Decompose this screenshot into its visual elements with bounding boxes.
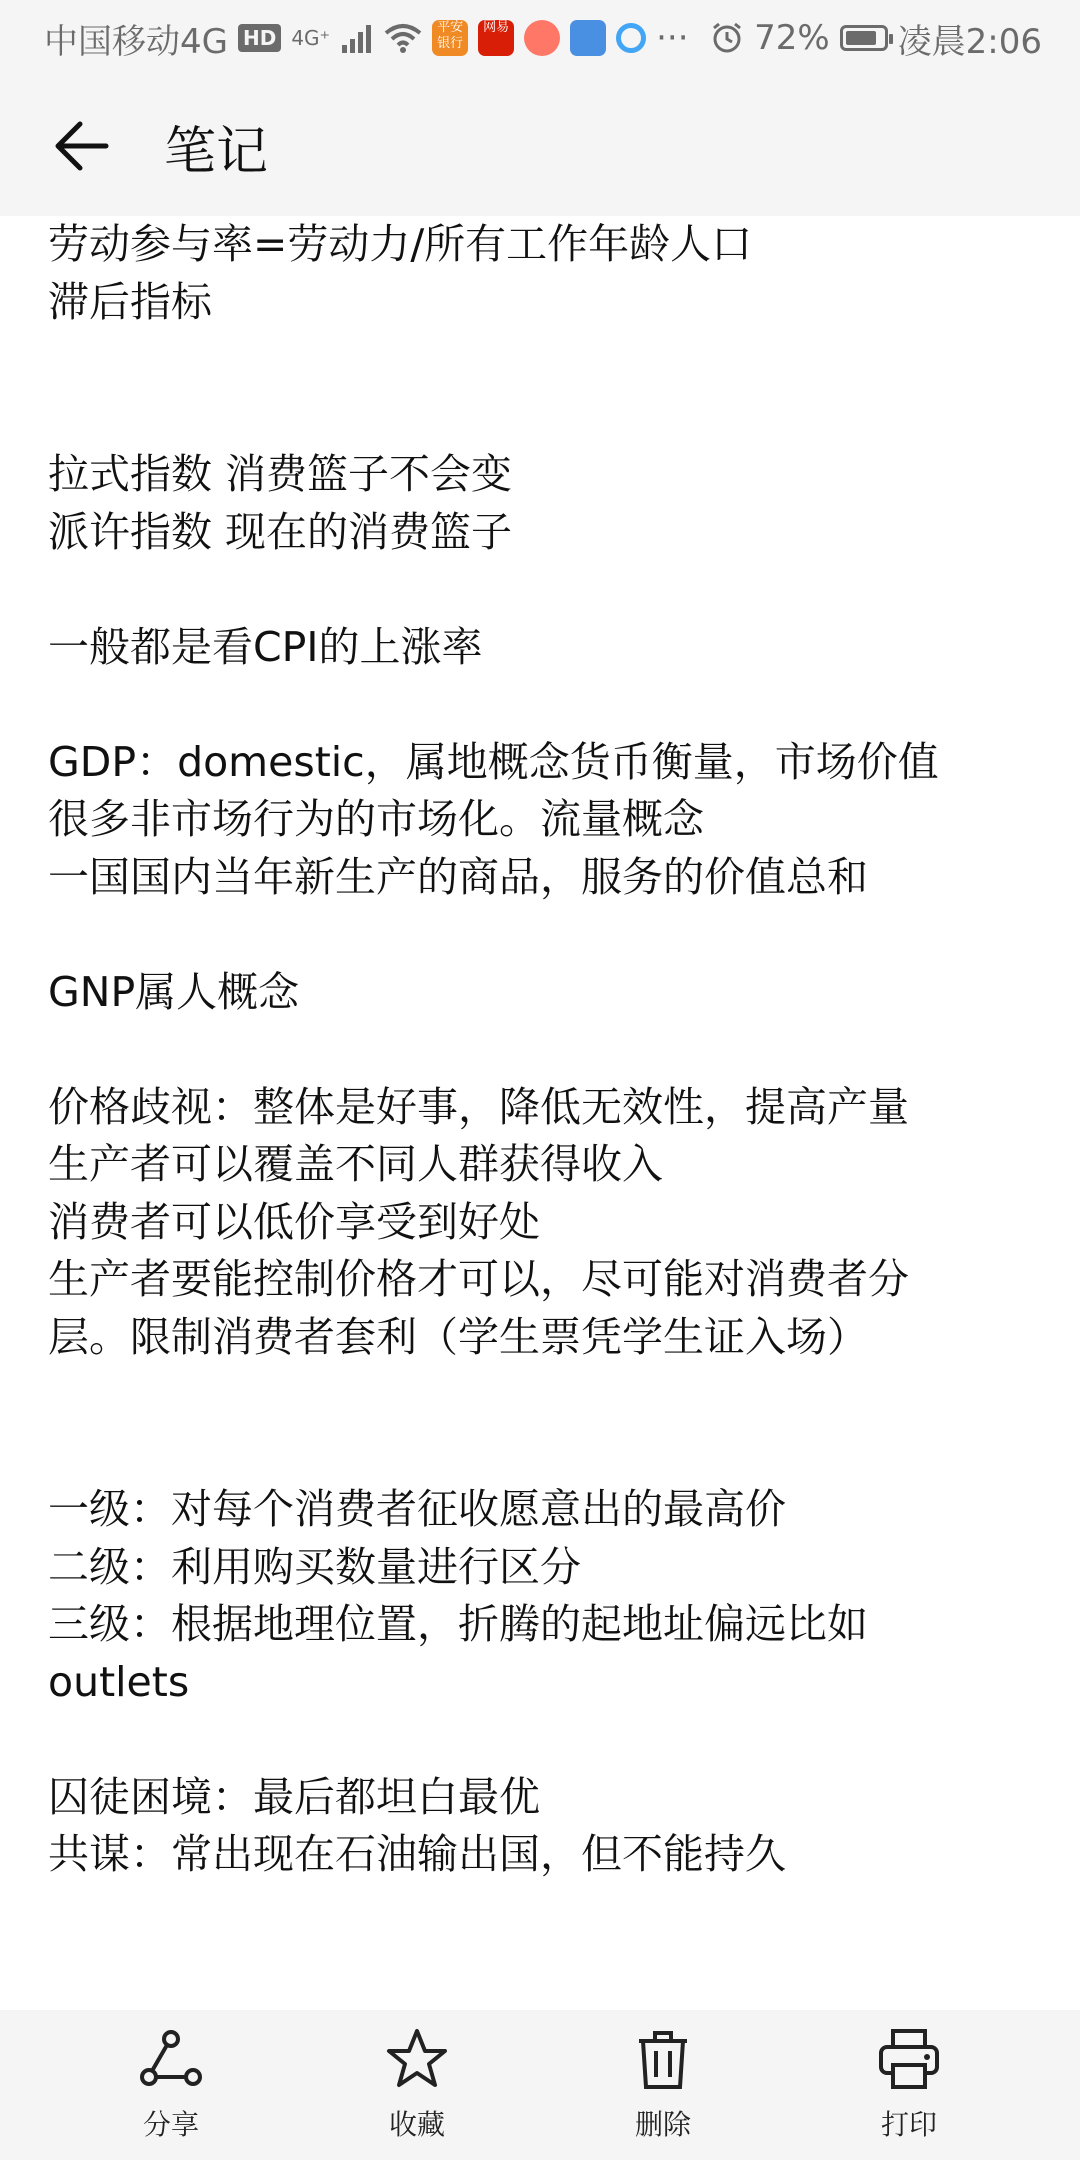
browser-app-icon (616, 23, 646, 53)
wifi-icon (384, 23, 422, 53)
page-title: 笔记 (164, 121, 269, 182)
hd-icon: HD (238, 24, 281, 52)
note-line: 生产者要能控制价格才可以，尽可能对消费者分 (48, 1255, 909, 1303)
note-line (48, 1021, 1038, 1079)
note-line: 派许指数 现在的消费篮子 (48, 507, 513, 556)
battery-percent: 72% (754, 18, 830, 58)
more-notifications-icon: ··· (656, 18, 689, 58)
note-line (48, 389, 1038, 447)
note-line (48, 676, 1038, 734)
favorite-label: 收藏 (388, 2108, 445, 2141)
network-type-icon: 4G⁺ (291, 26, 331, 50)
note-line (48, 906, 1038, 964)
note-line: 生产者可以覆盖不同人群获得收入 (48, 1140, 663, 1188)
pingan-bank-app-icon: 平安银行 (432, 20, 468, 56)
note-line: 价格歧视：整体是好事，降低无效性，提高产量 (48, 1082, 909, 1131)
note-line (48, 1366, 1038, 1424)
status-right (710, 14, 1042, 63)
note-line: 囚徒困境：最后都坦白最优 (48, 1772, 540, 1821)
clock: 凌晨2:06 (897, 21, 1042, 62)
share-icon (139, 2027, 203, 2091)
note-line: GNP属人概念 (48, 967, 300, 1016)
bottom-toolbar (0, 2010, 1080, 2160)
note-line: 二级：利用购买数量进行区分 (48, 1542, 581, 1591)
note-line: 劳动参与率=劳动力/所有工作年龄人口 (48, 220, 753, 268)
app-bar (0, 76, 1080, 216)
message-app-icon (570, 20, 606, 56)
trash-icon (631, 2027, 695, 2091)
note-line: 一级：对每个消费者征收愿意出的最高价 (48, 1485, 786, 1533)
star-icon (385, 2027, 449, 2091)
alarm-icon (710, 21, 744, 55)
signal-icon (340, 23, 374, 53)
share-button[interactable] (91, 2027, 251, 2143)
note-line: outlets (48, 1657, 190, 1706)
note-line: 拉式指数 消费篮子不会变 (48, 450, 513, 498)
note-line: GDP：domestic，属地概念货币衡量，市场价值 (48, 737, 939, 786)
note-line: 滞后指标 (48, 277, 212, 326)
favorite-button[interactable] (337, 2027, 497, 2143)
note-line (48, 1711, 1038, 1769)
game-app-icon (524, 20, 560, 56)
note-line (48, 561, 1038, 619)
note-line: 共谋：常出现在石油输出国，但不能持久 (48, 1830, 786, 1878)
carrier-text: 中国移动4G (44, 21, 228, 62)
note-line (48, 1424, 1038, 1482)
share-label: 分享 (142, 2108, 199, 2141)
wangyi-app-icon: 网易 (478, 20, 514, 56)
note-line: 很多非市场行为的市场化。流量概念 (48, 795, 704, 843)
print-button[interactable] (829, 2027, 989, 2143)
back-button[interactable] (42, 106, 122, 186)
note-line: 层。限制消费者套利（学生票凭学生证入场） (48, 1312, 868, 1361)
note-line (48, 331, 1038, 389)
note-line: 一般都是看CPI的上涨率 (48, 622, 483, 671)
status-left (44, 14, 710, 63)
battery-icon (840, 25, 888, 51)
note-line: 一国国内当年新生产的商品，服务的价值总和 (48, 852, 868, 901)
status-bar (0, 0, 1080, 76)
note-content[interactable] (48, 216, 1038, 2006)
arrow-left-icon (52, 116, 112, 176)
delete-label: 删除 (634, 2108, 691, 2141)
delete-button[interactable] (583, 2027, 743, 2143)
note-line: 消费者可以低价享受到好处 (48, 1197, 540, 1246)
print-label: 打印 (880, 2108, 937, 2141)
printer-icon (877, 2027, 941, 2091)
note-line: 三级：根据地理位置，折腾的起地址偏远比如 (48, 1600, 868, 1648)
